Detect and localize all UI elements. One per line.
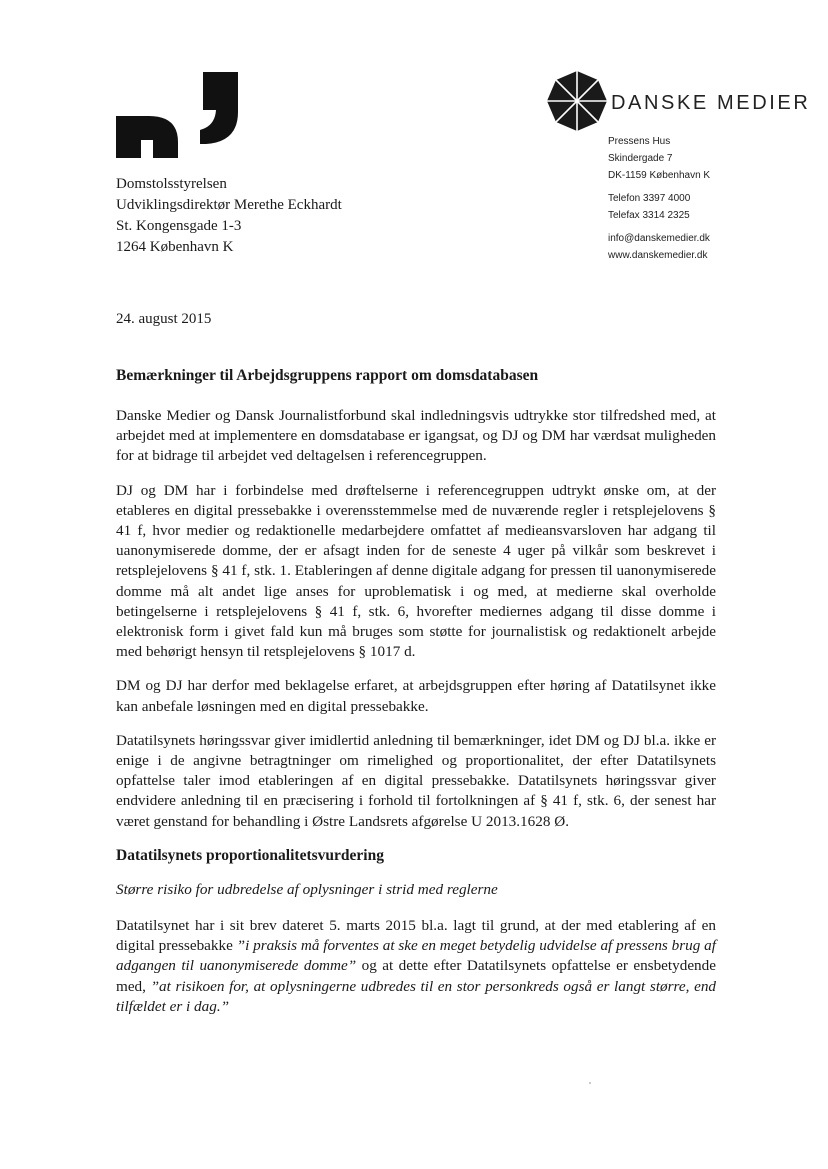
paragraph: DM og DJ har derfor med beklagelse erfaret, at arbejdsgruppen efter høring af Datatilsynet ikke kan anbefale løsningen med en digital pressebakke.: [116, 677, 716, 715]
recipient-line: Udviklingsdirektør Merethe Eckhardt: [116, 197, 342, 213]
paragraph: Danske Medier og Dansk Journalistforbund skal indledningsvis udtrykke stor tilfredshed med, at arbejdet med at implementere en domsdatabase er igangsat, og DJ og DM har værdsat muligheden for at bidrage til arbejdet ved deltagelsen i referencegruppen.: [116, 407, 716, 465]
letter-body: [116, 366, 716, 1031]
paragraph: Datatilsynets høringssvar giver imidlertid anledning til bemærkninger, idet DM og DJ bl.a. ikke er enige i de angivne betragtninger om rimelighed og proportionalitet, der efter Datatilsynets opfattelse taler imod etableringen af en digital pressebakke. Datatilsynets høringssvar giver endvidere anledning til en præcisering i forhold til fortolkningen af § 41 f, stk. 6, der senest har været genstand for behandling i Østre Landsrets afgørelse U 2013.1628 Ø.: [116, 731, 716, 830]
paragraph: DJ og DM har i forbindelse med drøftelserne i referencegruppen udtrykt ønske om, at der etableres en digital pressebakke i overensstemmelse med de nuværende regler i retsplejelovens § 41 f, hvor medier og redaktionelle medarbejdere omfattet af medieansvarsloven har adgang til uanonymiserede domme, der er afsagt inden for de seneste 4 uger på vilkår som beskrevet i retsplejelovens § 41 f, stk. 1. Etableringen af denne digitale adgang for pressen til uanonymiserede domme må alt andet lige anses for uproblematisk i og med, at medierne skal overholde betingelserne i retsplejelovens § 41 f, stk. 6, hvorefter mediernes adgang til disse domme i elektronisk form i givet fald kun må bruges som støtte for journalistisk og redaktionelt arbejde med behørigt hensyn til retsplejelovens § 1017 d.: [116, 481, 716, 661]
recipient-line: 1264 København K: [116, 239, 234, 255]
sender-line: Skindergade 7: [608, 153, 673, 164]
sender-line: Pressens Hus: [608, 136, 671, 147]
paragraph: [116, 916, 716, 1017]
sender-address: [608, 133, 788, 264]
danske-medier-star-icon: [546, 70, 608, 132]
paragraph-text: og at dette efter Datatilsynets opfattelse er ensbetydende med,: [116, 957, 716, 995]
quote: ”at risikoen for, at oplysningerne udbredes til en stor personkreds også er langt større, end tilfældet er i dag.”: [116, 977, 717, 1015]
letter-date: 24. august 2015: [116, 311, 212, 327]
sender-fax: Telefax 3314 2325: [608, 210, 690, 221]
recipient-line: St. Kongensgade 1-3: [116, 218, 242, 234]
letter-title: Bemærkninger til Arbejdsgruppens rapport om domsdatabasen: [116, 367, 539, 384]
recipient-address: [116, 174, 516, 258]
sender-phone: Telefon 3397 4000: [608, 193, 691, 204]
section-subheading: Større risiko for udbredelse af oplysninger i strid med reglerne: [116, 880, 498, 898]
recipient-line: Domstolsstyrelsen: [116, 176, 227, 192]
sender-email: info@danskemedier.dk: [608, 233, 710, 244]
dj-logo-icon: [116, 72, 238, 158]
sender-line: DK-1159 København K: [608, 170, 711, 181]
section-heading: Datatilsynets proportionalitetsvurdering: [116, 846, 384, 864]
paragraph-text: Datatilsynet har i sit brev dateret 5. marts 2015 bl.a. lagt til grund, at der med etablering af en digital pressebakke: [116, 917, 716, 955]
quote: ”i praksis må forventes at ske en meget betydelig udvidelse af pressens brug af adgangen til uanonymiserede domme”: [116, 937, 716, 975]
brand-name: DANSKE MEDIER: [611, 92, 811, 114]
sender-website: www.danskemedier.dk: [608, 250, 708, 261]
scan-speck: [589, 1082, 591, 1084]
